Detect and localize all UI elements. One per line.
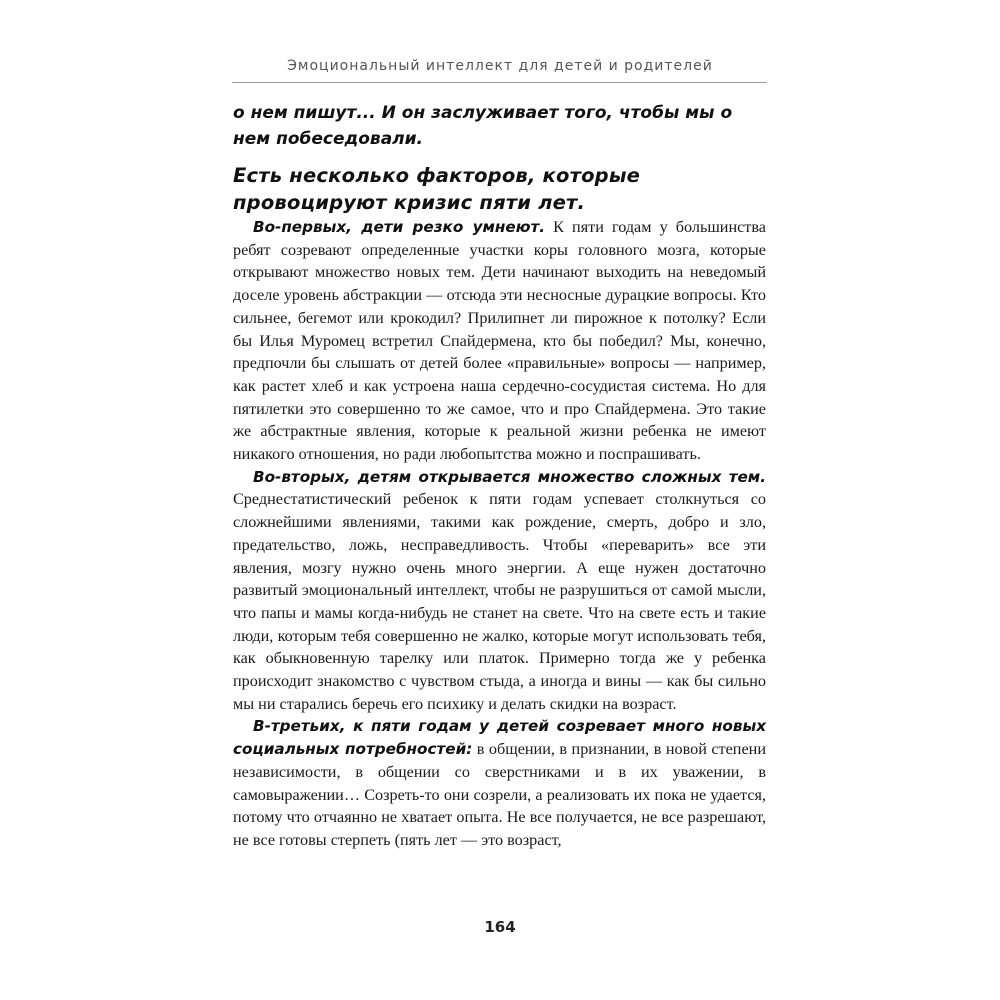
page-body <box>233 100 766 852</box>
paragraph-second <box>233 466 766 716</box>
header-divider <box>232 82 767 83</box>
paragraph-third <box>233 715 766 851</box>
paragraph-lead-in: Во-вторых, детям открывается множество сложных тем. <box>253 467 766 486</box>
paragraph-lead-in: В-третьих, к пяти годам у детей созревает много новых социальных потребностей: <box>233 717 766 759</box>
running-head: Эмоциональный интеллект для детей и родителей <box>287 58 713 74</box>
paragraph-text: К пяти годам у большинства ребят созревают определенные участки коры головного мозга, которые открывают множество новых тем. Дети начинают выходить на неведомый доселе уровень абстракции — отсюда эти несносные дурацкие вопросы. Кто сильнее, бегемот или крокодил? Прилипнет ли пирожное к потолку? Если бы Илья Муромец встретил Спайдермена, кто бы победил? Мы, конечно, предпочли бы слышать от детей более «правильные» вопросы — например, как растет хлеб и как устроена наша сердечно-сосудистая система. Но для пятилетки это совершенно то же самое, что и про Спайдермена. Это такие же абстрактные явления, которые к реальной жизни ребенка не имеют никакого отношения, но ради любопытства можно и поспрашивать. <box>233 218 766 464</box>
section-heading: Есть несколько факторов, которые провоцируют кризис пяти лет. <box>233 164 641 214</box>
paragraph-first <box>233 216 766 466</box>
page-number: 164 <box>484 918 516 936</box>
paragraph-text: Среднестатистический ребенок к пяти годам успевает столкнуться со сложнейшими явлениями, такими как рождение, смерть, добро и зло, предательство, ложь, несправедливость. Чтобы «переварить» все эти явления, мозгу нужно очень много энергии. А еще нужен достаточно развитый эмоциональный интеллект, чтобы не разрушиться от самой мысли, что папы и мамы когда-нибудь не станет на свете. Что на свете есть и такие люди, которым тебя совершенно не жалко, которые могут использовать тебя, как обыкновенную тарелку или платок. Примерно тогда же у ребенка происходит знакомство с чувством стыда, а иногда и вины — как бы сильно мы ни старались беречь его психику и делать скидки на возраст. <box>233 490 766 713</box>
paragraph-text: в общении, в признании, в новой степени независимости, в общении со сверстниками и в их уважении, в самовыражении… Созреть-то они созрели, а реализовать их пока не удается, потому что отчаянно не хватает опыта. Не все получается, не все разрешают, не все готовы стерпеть (пять лет — это возраст, <box>233 740 766 849</box>
lead-paragraph: о нем пишут... И он заслуживает того, чтобы мы о нем побеседовали. <box>233 103 733 149</box>
paragraph-lead-in: Во-первых, дети резко умнеют. <box>253 218 546 236</box>
